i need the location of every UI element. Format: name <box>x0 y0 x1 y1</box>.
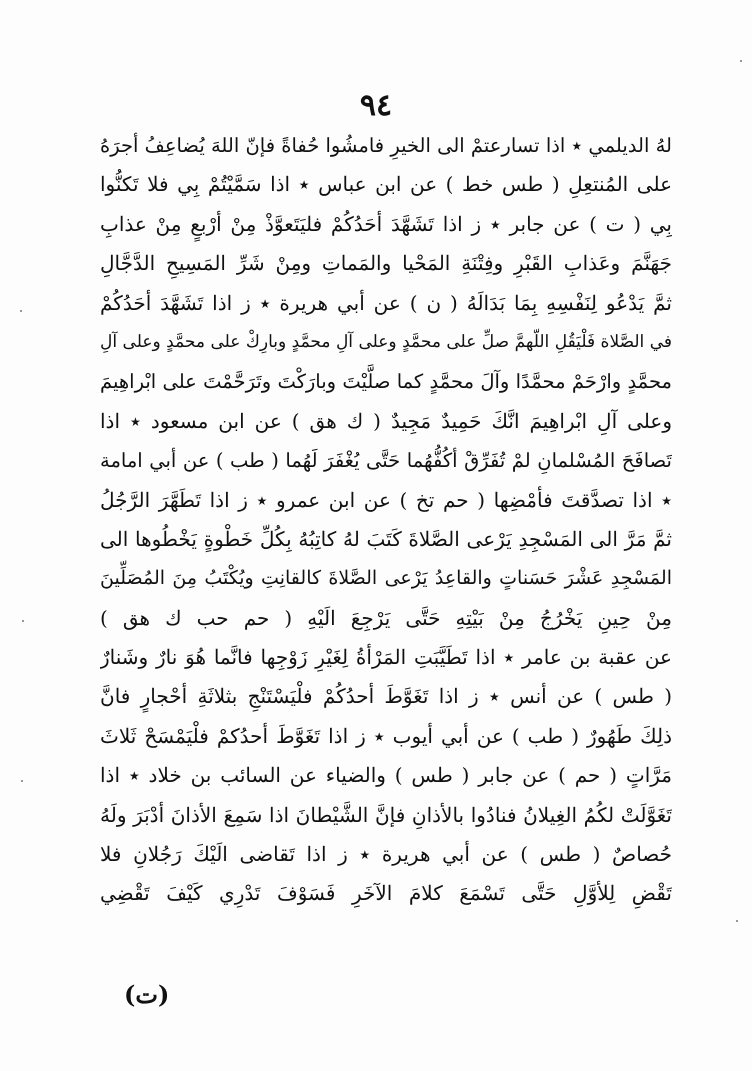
scan-speck <box>740 60 742 62</box>
text-line: جَهَنَّمَ وعَذابِ القَبْرِ وفِتْنَةِ المَحْيا والمَماتِ ومِنْ شَرِّ المَسِيحِ الدَّجَّالِ <box>100 251 672 276</box>
catchword: (ت) <box>124 980 170 1009</box>
text-line: على المُنتعِلِ ( طس خط ) عن ابن عباس ٭ اذا سَمَّيْتُمْ بِي فلا تَكنُّوا <box>100 172 672 197</box>
text-line: محمَّدٍ وارْحَمْ محمَّدًا وآلَ محمَّدٍ كما صلَّيْتَ وبارَكْتَ وتَرَحَّمْتَ على ابْراهِيمَ <box>100 370 672 394</box>
body-text <box>100 126 672 914</box>
text-line: تَغَوَّلَتْ لكُمُ الغِيلانُ فنادُوا بالأذانِ فإنَّ الشَّيْطانَ اذا سَمِعَ الأذانَ أدْبَرَ ولَهُ <box>100 802 672 827</box>
text-line: ثمَّ يَدْعُو لِنَفْسِهِ بِمَا بَدَالَهُ ( ن ) عن أبي هريرة ٭ ز اذا تَشَهَّدَ أحَدُكُمْ <box>100 290 672 315</box>
text-line: بِي ( ت ) عن جابر ٭ ز اذا تَشَهَّدَ أحَدُكُمْ فليَتَعوَّذْ مِنْ أرْبعٍ مِنْ عذابِ <box>100 211 672 236</box>
text-line: عن عقبة بن عامر ٭ اذا تَطَيَّبَتِ المَرْأةُ لِغَيْرِ زَوْجِها فانَّما هُوَ نارٌ وشَنارٌ <box>100 645 672 670</box>
text-line: ٭ اذا تصدَّقتَ فأمْضِها ( حم تخ ) عن ابن عمرو ٭ ز اذا تَطَهَّرَ الرَّجُلُ <box>100 487 672 512</box>
text-line: ثمَّ مَرَّ الى المَسْجِدِ يَرْعى الصَّلاةَ كَتَبَ لهُ كاتِبُهُ بِكُلِّ خَطْوةٍ يَخْطُوها الى <box>100 526 672 551</box>
text-line: ذلِكَ طَهُورٌ ( طب ) عن أبي أيوب ٭ ز اذا تَغَوَّطَ أحدُكمْ فلْيَمْسَحْ ثَلاثَ <box>100 723 672 748</box>
text-line: المَسْجِدِ عَشْرَ حَسَناتٍ والقاعِدُ يَرْعى الصَّلاةَ كالقانِتِ ويُكْتَبُ مِنَ المُصَلِّينَ <box>100 567 672 590</box>
text-line: وعلى آلِ ابْراهِيمَ انَّكَ حَمِيدٌ مَجِيدٌ ( ك هق ) عن ابن مسعود ٭ اذا <box>100 408 672 433</box>
text-line: ( طس ) عن أنس ٭ ز اذا تَغَوَّطَ أحدُكُمْ فلْيَسْتَنْجِ بثلاثَةِ أحْجارٍ فانَّ <box>100 684 672 709</box>
text-line: مِنْ حِينِ يَخْرُجُ مِنْ بَيْتِهِ حَتَّى يَرْجِعَ الَيْهِ ( حم حب ك هق ) <box>100 605 672 630</box>
text-line: تَقْضِ لِلأوَّلِ حَتَّى تَسْمَعَ كلامَ الآخَرِ فَسَوْفَ تَدْرِي كَيْفَ تَقْضِي <box>100 881 672 906</box>
text-line: في الصَّلاة فَلْيَقُلِ اللّهمَّ صلِّ على محمَّدٍ وعلى آلِ محمَّدٍ وبارِكْ على محمَّدٍ وعلى آلِ <box>100 331 672 352</box>
scan-speck <box>20 310 22 312</box>
text-line: مَرَّاتٍ ( حم ) عن جابر ( طس ) والضياء عن السائب بن خلاد ٭ اذا <box>100 763 672 788</box>
page-number: ٩٤ <box>359 88 393 123</box>
scan-speck <box>736 920 738 922</box>
scan-speck <box>22 620 24 622</box>
text-line: حُصاصٌ ( طس ) عن أبي هريرة ٭ ز اذا تَقاضى الَيْكَ رَجُلانِ فلا <box>100 842 672 867</box>
text-line: لهُ الديلمي ٭ اذا تسارعتمْ الى الخيرِ فامشُوا حُفاةً فإنّ اللهَ يُضاعِفُ أجرَهُ <box>100 134 672 157</box>
scan-speck <box>21 780 23 782</box>
text-line: تَصافَحَ المُسْلمانِ لمْ تُفَرِّقْ أكُفُّهُما حَتَّى يُغْفَرَ لَهُما ( طب ) عن أبي امامة <box>100 449 672 473</box>
